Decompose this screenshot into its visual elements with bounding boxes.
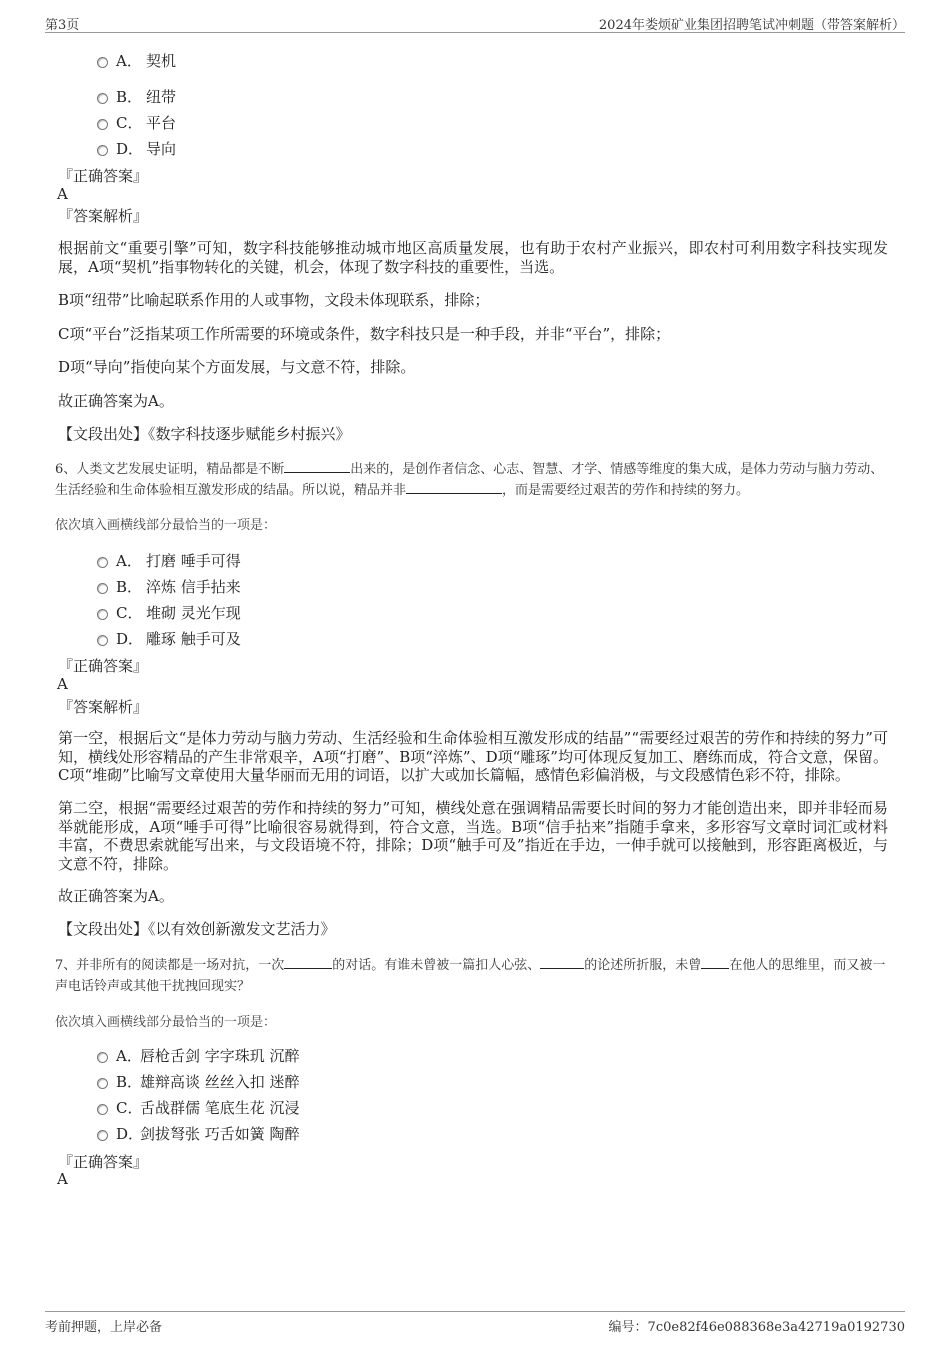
answer-blank [406, 480, 502, 494]
page-header [45, 14, 905, 33]
radio-icon[interactable] [97, 1130, 108, 1141]
q5-option-d[interactable]: D． 导向 [97, 138, 176, 159]
source-citation: 【文段出处】《数字科技逐步赋能乡村振兴》 [58, 425, 351, 443]
radio-icon[interactable] [97, 557, 108, 568]
document-title: 2024年娄烦矿业集团招聘笔试冲刺题（带答案解析） [598, 18, 905, 33]
question-instruction: 依次填入画横线部分最恰当的一项是： [55, 1015, 277, 1030]
analysis-paragraph: D项“导向”指使向某个方面发展，与文意不符，排除。 [58, 358, 416, 376]
answer-blank [540, 955, 584, 969]
correct-answer: A [57, 1170, 68, 1188]
question-instruction: 依次填入画横线部分最恰当的一项是： [55, 518, 277, 533]
question-7-stem: 7、并非所有的阅读都是一场对抗，一次 的对话。有谁未曾被一篇扣人心弦、 的论述所折服，未曾 在他人的思维里，而又被一声电话铃声或其他干扰拽回现实？ [55, 955, 895, 997]
answer-label: 『正确答案』 [58, 167, 149, 185]
q7-option-b[interactable]: B． 雄辩高谈 丝丝入扣 迷醉 [97, 1071, 300, 1092]
q7-option-c[interactable]: C． 舌战群儒 笔底生花 沉浸 [97, 1097, 300, 1118]
radio-icon[interactable] [97, 583, 108, 594]
q5-option-a[interactable]: A． 契机 [97, 50, 176, 71]
analysis-label: 『答案解析』 [58, 207, 149, 225]
q6-option-b[interactable]: B． 淬炼 信手拈来 [97, 576, 241, 597]
q6-option-d[interactable]: D． 雕琢 触手可及 [97, 628, 241, 649]
document-id: 编号：7c0e82f46e088368e3a42719a0192730 [608, 1320, 905, 1335]
analysis-paragraph: 第二空，根据“需要经过艰苦的劳作和持续的努力”可知，横线处意在强调精品需要长时间的努力才能创造出来，即并非轻而易举就能形成，A项“唾手可得”比喻很容易就得到，符合文意，当选。B项“信手拈来”指随手拿来，多形容写文章时词汇或材料丰富，不费思索就能写出来，与文段语境不符，排除；D项“触手可及”指近在手边，一伸手就可以接触到，形容距离极近，与文意不符，排除。 [58, 799, 888, 873]
answer-blank [701, 955, 729, 969]
correct-answer: A [57, 185, 68, 203]
answer-blank [284, 955, 332, 969]
q5-option-b[interactable]: B． 纽带 [97, 86, 176, 107]
q5-option-c[interactable]: C． 平台 [97, 112, 176, 133]
radio-icon[interactable] [97, 635, 108, 646]
analysis-paragraph: 根据前文“重要引擎”可知，数字科技能够推动城市地区高质量发展，也有助于农村产业振兴，即农村可利用数字科技实现发展，A项“契机”指事物转化的关键，机会，体现了数字科技的重要性，当选。 [58, 239, 888, 276]
answer-label: 『正确答案』 [58, 1153, 149, 1171]
radio-icon[interactable] [97, 57, 108, 68]
analysis-conclusion: 故正确答案为A。 [58, 887, 174, 905]
radio-icon[interactable] [97, 1052, 108, 1063]
answer-label: 『正确答案』 [58, 657, 149, 675]
analysis-paragraph: 第一空，根据后文“是体力劳动与脑力劳动、生活经验和生命体验相互激发形成的结晶”“需要经过艰苦的劳作和持续的努力”可知，横线处形容精品的产生非常艰辛，A项“打磨”、B项“淬炼”、D项“雕琢”均可体现反复加工、磨练而成，符合文意，保留。C项“堆砌”比喻写文章使用大量华丽而无用的词语，以扩大或加长篇幅，感情色彩偏消极，与文段感情色彩不符，排除。 [58, 729, 888, 784]
question-6-stem: 6、人类文艺发展史证明，精品都是不断 出来的，是创作者信念、心志、智慧、才学、情感等维度的集大成，是体力劳动与脑力劳动、生活经验和生命体验相互激发形成的结晶。所以说，精品并非 ，而是需要经过艰苦的劳作和持续的努力。 [55, 459, 895, 501]
footer-slogan: 考前押题，上岸必备 [45, 1320, 163, 1335]
analysis-paragraph: C项“平台”泛指某项工作所需要的环境或条件，数字科技只是一种手段，并非“平台”，排除； [58, 325, 671, 343]
page-number: 第3页 [45, 18, 80, 33]
radio-icon[interactable] [97, 119, 108, 130]
q7-option-a[interactable]: A． 唇枪舌剑 字字珠玑 沉醉 [97, 1045, 300, 1066]
radio-icon[interactable] [97, 93, 108, 104]
correct-answer: A [57, 675, 68, 693]
q6-option-c[interactable]: C． 堆砌 灵光乍现 [97, 602, 241, 623]
radio-icon[interactable] [97, 1078, 108, 1089]
answer-blank [284, 459, 350, 473]
page-footer [45, 1311, 905, 1335]
analysis-paragraph: B项“纽带”比喻起联系作用的人或事物，文段未体现联系，排除； [58, 291, 490, 309]
source-citation: 【文段出处】《以有效创新激发文艺活力》 [58, 920, 336, 938]
radio-icon[interactable] [97, 1104, 108, 1115]
analysis-label: 『答案解析』 [58, 698, 149, 716]
q7-option-d[interactable]: D． 剑拔弩张 巧舌如簧 陶醉 [97, 1123, 300, 1144]
radio-icon[interactable] [97, 609, 108, 620]
radio-icon[interactable] [97, 145, 108, 156]
q6-option-a[interactable]: A． 打磨 唾手可得 [97, 550, 241, 571]
analysis-conclusion: 故正确答案为A。 [58, 392, 174, 410]
